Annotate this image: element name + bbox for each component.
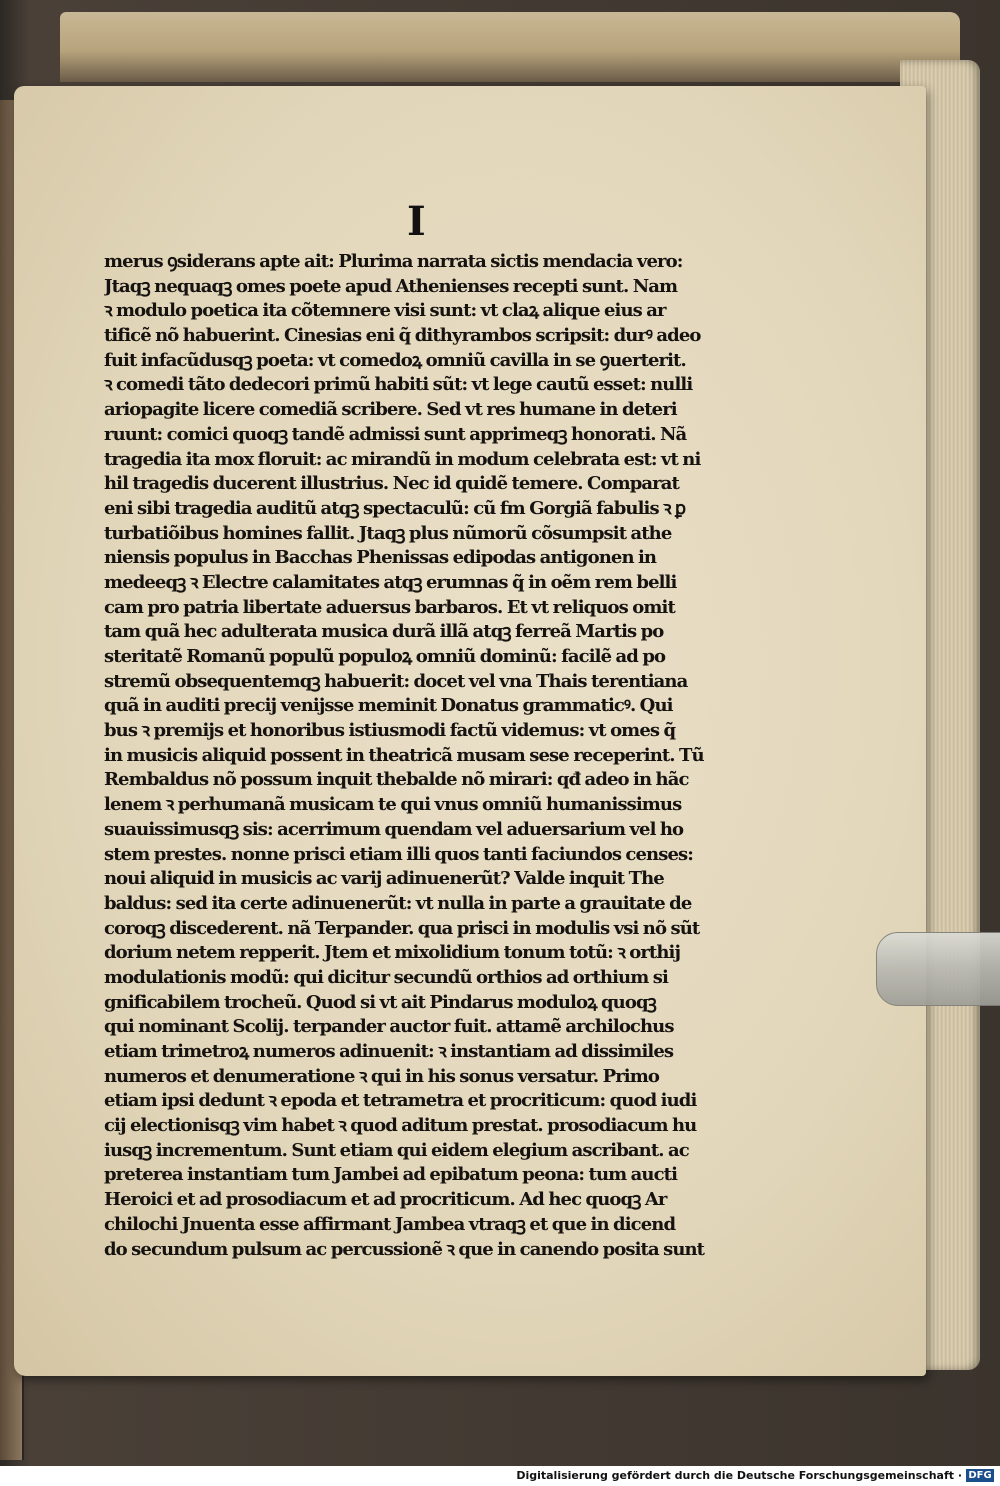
dfg-logo-icon: DFG bbox=[966, 1469, 994, 1482]
text-line: cam pro patria libertate aduersus barbaros. Et vt reliquos omit bbox=[104, 596, 675, 618]
text-line: iusqꝫ incrementum. Sunt etiam qui eidem elegium ascribant. ac bbox=[104, 1139, 689, 1161]
text-line: stem prestes. nonne prisci etiam illi quos tanti faciundos censes: bbox=[104, 843, 693, 865]
text-line: noui aliquid in musicis ac varij adinuenerũt? Valde inquit The bbox=[104, 868, 664, 890]
text-line: chilochi Jnuenta esse affirmant Jambea vtraqꝫ et que in dicend bbox=[104, 1213, 676, 1235]
text-line: eni sibi tragedia auditũ atqꝫ spectaculũ: cũ fm Gorgiã fabulis ꝛ ꝑ bbox=[104, 497, 686, 519]
text-line: stremũ obsequentemqꝫ habuerit: docet vel vna Thais terentiana bbox=[104, 670, 688, 692]
text-line: lenem ꝛ perhumanã musicam te qui vnus omniũ humanissimus bbox=[104, 794, 682, 816]
text-line: steritatẽ Romanũ populũ populoꝝ omniũ dominũ: facilẽ ad po bbox=[104, 646, 666, 667]
text-line: gnificabilem trocheũ. Quod si vt ait Pindarus moduloꝝ quoqꝫ bbox=[104, 991, 656, 1013]
text-line: etiam ipsi dedunt ꝛ epoda et tetrametra et procriticum: quod iudi bbox=[104, 1090, 697, 1112]
text-line: quã in auditi precij venijsse meminit Donatus grammaticꝰ. Qui bbox=[104, 695, 673, 717]
text-line: tam quã hec adulterata musica durã illã atqꝫ ferreã Martis po bbox=[104, 621, 664, 643]
text-line: dorium netem repperit. Jtem et mixolidium tonum totũ: ꝛ orthij bbox=[104, 942, 681, 964]
page-clip bbox=[876, 932, 1000, 1006]
text-line: ꝛ modulo poetica ita cõtemnere visi sunt: vt claꝝ alique eius ar bbox=[104, 300, 666, 322]
footer-bar bbox=[0, 1466, 1000, 1486]
initial-letter: I bbox=[407, 198, 426, 245]
text-line: fuit infacũdusqꝫ poeta: vt comedoꝝ omniũ cavilla in se ꝯuerterit. bbox=[104, 349, 686, 371]
text-line: do secundum pulsum ac percussionẽ ꝛ que in canendo posita sunt bbox=[104, 1238, 705, 1260]
text-line: merus ꝯsiderans apte ait: Plurima narrata sictis mendacia vero: bbox=[104, 251, 683, 272]
footer-credit: Digitalisierung gefördert durch die Deutsche Forschungsgemeinschaft · bbox=[516, 1469, 962, 1482]
page-text bbox=[104, 250, 744, 1262]
text-line: Jtaqꝫ nequaqꝫ omes poete apud Athenienses recepti sunt. Nam bbox=[104, 275, 678, 297]
text-line: preterea instantiam tum Jambei ad epibatum peona: tum aucti bbox=[104, 1164, 678, 1186]
text-line: ariopagite licere comediã scribere. Sed vt res humane in deteri bbox=[104, 399, 677, 421]
text-line: etiam trimetroꝝ numeros adinuenit: ꝛ instantiam ad dissimiles bbox=[104, 1041, 674, 1062]
text-line: hil tragedis ducerent illustrius. Nec id quidẽ temere. Comparat bbox=[104, 473, 679, 495]
text-line: cij electionisqꝫ vim habet ꝛ quod aditum prestat. prosodiacum hu bbox=[104, 1115, 697, 1137]
text-line: tificẽ nõ habuerint. Cinesias eni q̃ dithyrambos scripsit: durꝰ adeo bbox=[104, 325, 701, 347]
text-line: in musicis aliquid possent in theatricã musam sese receperint. Tũ bbox=[104, 744, 704, 766]
text-line: bus ꝛ premijs et honoribus istiusmodi factũ videmus: vt omes q̃ bbox=[104, 720, 676, 742]
text-line: baldus: sed ita certe adinuenerũt: vt nulla in parte a grauitate de bbox=[104, 892, 692, 914]
text-line: niensis populus in Bacchas Phenissas edipodas antigonen in bbox=[104, 547, 657, 569]
text-line: turbatiõibus homines fallit. Jtaqꝫ plus nũmorũ cõsumpsit athe bbox=[104, 522, 672, 544]
book-top-edge bbox=[60, 12, 960, 82]
text-line: ꝛ comedi tãto dedecori primũ habiti sũt: vt lege cautũ esset: nulli bbox=[104, 374, 693, 396]
text-line: suauissimusqꝫ sis: acerrimum quendam vel aduersarium vel ho bbox=[104, 818, 684, 840]
text-line: qui nominant Scolij. terpander auctor fuit. attamẽ archilochus bbox=[104, 1016, 674, 1038]
text-line: medeeqꝫ ꝛ Electre calamitates atqꝫ erumnas q̃ in oẽm rem belli bbox=[104, 571, 677, 593]
text-line: Rembaldus nõ possum inquit thebalde nõ mirari: qđ adeo in hãc bbox=[104, 769, 689, 791]
text-line: coroqꝫ discederent. nã Terpander. qua prisci in modulis vsi nõ sũt bbox=[104, 917, 700, 939]
text-line: tragedia ita mox floruit: ac mirandũ in modum celebrata est: vt ni bbox=[104, 448, 701, 470]
text-line: Heroici et ad prosodiacum et ad procriticum. Ad hec quoqꝫ Ar bbox=[104, 1189, 667, 1211]
text-line: modulationis modũ: qui dicitur secundũ orthios ad orthium si bbox=[104, 966, 668, 988]
text-line: numeros et denumeratione ꝛ qui in his sonus versatur. Primo bbox=[104, 1065, 659, 1087]
text-line: ruunt: comici quoqꝫ tandẽ admissi sunt apprimeqꝫ honorati. Nã bbox=[104, 423, 687, 445]
